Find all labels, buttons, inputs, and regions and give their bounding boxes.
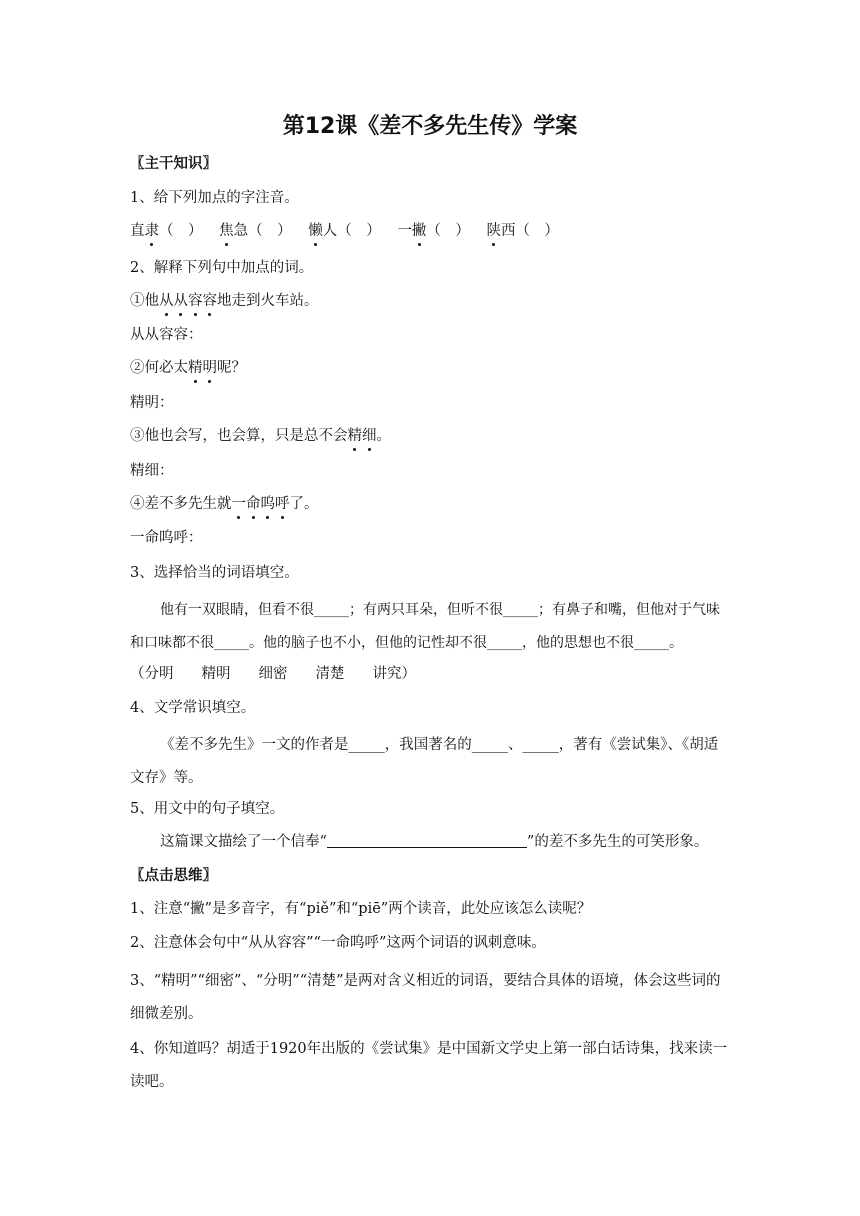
pinyin-item bbox=[219, 219, 292, 243]
item-text: （ ） bbox=[159, 223, 203, 239]
sentence-text: ①他 bbox=[130, 293, 159, 309]
item-text: 人（ ） bbox=[322, 223, 381, 239]
options-bracket: ） bbox=[401, 666, 416, 682]
item-text: （ ） bbox=[426, 223, 470, 239]
item-text: 西（ ） bbox=[500, 223, 559, 239]
dotted-char: 焦 bbox=[219, 219, 234, 243]
dotted-char: 呼 bbox=[275, 492, 290, 516]
question-2: 2、解释下列句中加点的词。 bbox=[130, 260, 314, 276]
sentence-text: 。 bbox=[376, 428, 391, 444]
question-3: 3、选择恰当的词语填空。 bbox=[130, 565, 299, 581]
tip-2: 2、注意体会句中“从从容容”“一命呜呼”这两个词语的讽刺意味。 bbox=[130, 935, 546, 951]
question-5: 5、用文中的句子填空。 bbox=[130, 801, 285, 817]
sentence-text: ”的差不多先生的可笑形象。 bbox=[526, 834, 709, 850]
question-3-text: 他有一双眼睛，但看不很_____；有两只耳朵，但听不很_____；有鼻子和嘴，但他对于气味和口味都不很_____。他的脑子也不小，但他的记性却不很_____，他的思想也不很_____。 bbox=[130, 602, 720, 651]
sentence-text: ②何必太 bbox=[130, 360, 188, 376]
item-text: 急（ ） bbox=[233, 223, 292, 239]
pinyin-item bbox=[486, 219, 559, 243]
dotted-char: 一 bbox=[232, 492, 247, 516]
dotted-char: 呜 bbox=[261, 492, 276, 516]
section-heading-thinking: 〖点击思维〗 bbox=[130, 868, 217, 884]
sentence-2 bbox=[130, 356, 732, 380]
pinyin-item bbox=[130, 219, 203, 243]
pinyin-item bbox=[397, 219, 470, 243]
item-text: 一 bbox=[397, 223, 412, 239]
option-word: 清楚 bbox=[315, 666, 345, 682]
tip-1: 1、注意“撇”是多音字，有“piě”和“piē”两个读音，此处应该怎么读呢？ bbox=[130, 901, 592, 917]
option-word: 讲究 bbox=[372, 666, 402, 682]
dotted-char: 明 bbox=[203, 356, 218, 380]
sentence-3 bbox=[130, 424, 732, 448]
question-4-text: 《差不多先生》一文的作者是_____，我国著名的_____、_____，著有《尝试集》、《胡适文存》等。 bbox=[130, 737, 719, 786]
question-1: 1、给下列加点的字注音。 bbox=[130, 190, 299, 206]
blank-underline bbox=[327, 833, 527, 848]
sentence-text: 呢？ bbox=[217, 360, 246, 376]
options-bracket: （ bbox=[130, 666, 145, 682]
tip-3: 3、“精明”“细密”、“分明”“清楚”是两对含义相近的词语，要结合具体的语境，体会这些词的细微差别。 bbox=[130, 973, 721, 1022]
sentence-text: 这篇课文描绘了一个信奉“ bbox=[160, 834, 327, 850]
answer-label-2: 精明： bbox=[130, 395, 174, 411]
dotted-char: 精 bbox=[188, 356, 203, 380]
sentence-text: 地走到火车站。 bbox=[217, 293, 319, 309]
dotted-char: 陕 bbox=[486, 219, 501, 243]
sentence-text: ④差不多先生就 bbox=[130, 496, 232, 512]
question-3-options bbox=[130, 662, 732, 686]
dotted-char: 懒 bbox=[308, 219, 323, 243]
option-word: 细密 bbox=[258, 666, 288, 682]
question-4: 4、文学常识填空。 bbox=[130, 700, 256, 716]
dotted-char: 容 bbox=[203, 289, 218, 313]
dotted-char: 精 bbox=[348, 424, 363, 448]
section-heading-main-knowledge: 〖主干知识〗 bbox=[130, 156, 217, 172]
option-word: 精明 bbox=[201, 666, 231, 682]
dotted-char: 容 bbox=[188, 289, 203, 313]
question-1-items bbox=[130, 219, 732, 243]
sentence-text: 了。 bbox=[289, 496, 319, 512]
sentence-4 bbox=[130, 492, 732, 516]
option-word: 分明 bbox=[144, 666, 174, 682]
tip-4: 4、你知道吗？胡适于1920年出版的《尝试集》是中国新文学史上第一部白话诗集，找来读一读吧。 bbox=[130, 1041, 728, 1090]
question-5-text bbox=[130, 830, 732, 854]
dotted-char: 细 bbox=[362, 424, 377, 448]
answer-label-1: 从从容容： bbox=[130, 327, 203, 343]
dotted-char: 命 bbox=[246, 492, 261, 516]
dotted-char: 撇 bbox=[412, 219, 427, 243]
sentence-1 bbox=[130, 289, 732, 313]
pinyin-item bbox=[308, 219, 381, 243]
document-title: 第12课《差不多先生传》学案 bbox=[282, 114, 578, 139]
answer-label-4: 一命呜呼： bbox=[130, 530, 203, 546]
dotted-char: 隶 bbox=[145, 219, 160, 243]
answer-label-3: 精细： bbox=[130, 463, 174, 479]
item-text: 直 bbox=[130, 223, 145, 239]
dotted-char: 从 bbox=[174, 289, 189, 313]
sentence-text: ③他也会写，也会算，只是总不会 bbox=[130, 428, 348, 444]
dotted-char: 从 bbox=[159, 289, 174, 313]
